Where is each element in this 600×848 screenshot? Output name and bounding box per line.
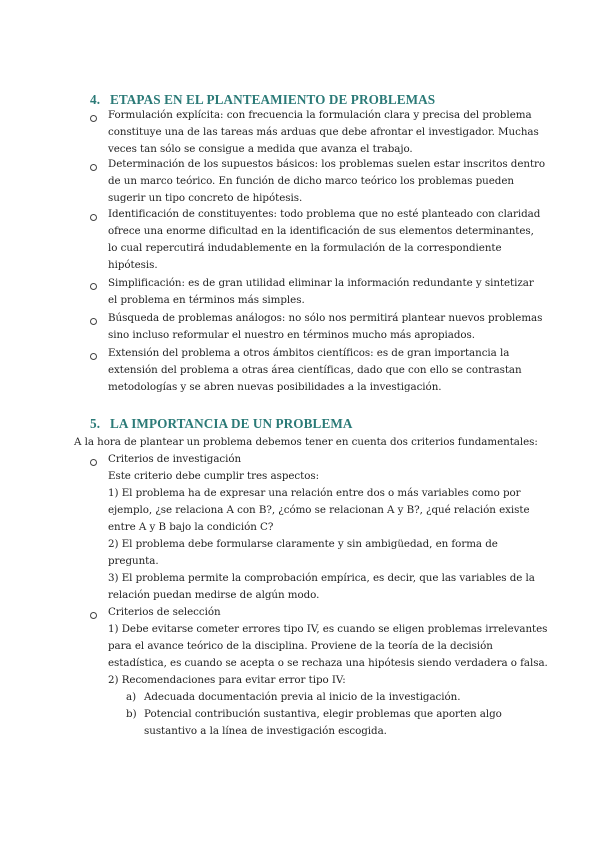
bullet-icon bbox=[90, 115, 97, 122]
list-marker: a) bbox=[126, 691, 137, 703]
text-line: el problema en términos más simples. bbox=[108, 294, 305, 306]
bullet-icon bbox=[90, 459, 97, 466]
text-line: para el avance teórico de la disciplina. Proviene de la teoría de la decisión bbox=[108, 640, 493, 652]
bullet-icon bbox=[90, 214, 97, 221]
text-line: Este criterio debe cumplir tres aspectos: bbox=[108, 470, 320, 482]
text-line: Determinación de los supuestos básicos: los problemas suelen estar inscritos dentro bbox=[108, 158, 546, 170]
text-line: 2) El problema debe formularse claramente y sin ambigüedad, en forma de bbox=[108, 538, 498, 550]
section-5-heading bbox=[90, 416, 353, 432]
text-line: Extensión del problema a otros ámbitos científicos: es de gran importancia la bbox=[108, 347, 510, 359]
text-line: de un marco teórico. En función de dicho marco teórico los problemas pueden bbox=[108, 175, 514, 187]
bullet-icon bbox=[90, 353, 97, 360]
text-line: pregunta. bbox=[108, 555, 159, 567]
text-line: ofrece una enorme dificultad en la identificación de sus elementos determinantes, bbox=[108, 225, 534, 237]
section-5-intro: A la hora de plantear un problema debemos tener en cuenta dos criterios fundamentales: bbox=[74, 436, 538, 448]
criteria-label: Criterios de selección bbox=[108, 606, 221, 618]
text-line: Simplificación: es de gran utilidad eliminar la información redundante y sintetizar bbox=[108, 277, 534, 289]
text-line: 1) El problema ha de expresar una relación entre dos o más variables como por bbox=[108, 487, 521, 499]
section-4-heading bbox=[90, 92, 435, 108]
bullet-icon bbox=[90, 283, 97, 290]
text-line: relación puedan medirse de algún modo. bbox=[108, 589, 320, 601]
text-line: Potencial contribución sustantiva, elegir problemas que aporten algo bbox=[144, 708, 502, 720]
bullet-icon bbox=[90, 318, 97, 325]
text-line: constituye una de las tareas más arduas que debe afrontar el investigador. Muchas bbox=[108, 126, 539, 138]
text-line: metodologías y se abren nuevas posibilidades a la investigación. bbox=[108, 381, 442, 393]
text-line: hipótesis. bbox=[108, 259, 158, 271]
text-line: Formulación explícita: con frecuencia la formulación clara y precisa del problema bbox=[108, 109, 532, 121]
text-line: estadística, es cuando se acepta o se rechaza una hipótesis siendo verdadera o falsa. bbox=[108, 657, 548, 669]
list-marker: b) bbox=[126, 708, 137, 720]
text-line: Identificación de constituyentes: todo problema que no esté planteado con claridad bbox=[108, 208, 541, 220]
text-line: lo cual repercutirá indudablemente en la formulación de la correspondiente bbox=[108, 242, 502, 254]
text-line: ejemplo, ¿se relaciona A con B?, ¿cómo se relacionan A y B?, ¿qué relación existe bbox=[108, 504, 530, 516]
text-line: Adecuada documentación previa al inicio de la investigación. bbox=[144, 691, 461, 703]
text-line: extensión del problema a otras área científicas, dado que con ello se contrastan bbox=[108, 364, 522, 376]
text-line: sustantivo a la línea de investigación escogida. bbox=[144, 725, 387, 737]
section-4-number: 4. bbox=[90, 92, 101, 107]
bullet-icon bbox=[90, 164, 97, 171]
text-line: sino incluso reformular el nuestro en términos mucho más apropiados. bbox=[108, 329, 476, 341]
section-5-title: LA IMPORTANCIA DE UN PROBLEMA bbox=[110, 416, 353, 431]
text-line: 2) Recomendaciones para evitar error tipo IV: bbox=[108, 674, 346, 686]
text-line: 1) Debe evitarse cometer errores tipo IV, es cuando se eligen problemas irrelevantes bbox=[108, 623, 548, 635]
text-line: entre A y B bajo la condición C? bbox=[108, 521, 274, 533]
text-line: Búsqueda de problemas análogos: no sólo nos permitirá plantear nuevos problemas bbox=[108, 312, 543, 324]
section-4-title: ETAPAS EN EL PLANTEAMIENTO DE PROBLEMAS bbox=[110, 92, 436, 107]
section-5-number: 5. bbox=[90, 416, 101, 431]
text-line: 3) El problema permite la comprobación empírica, es decir, que las variables de la bbox=[108, 572, 535, 584]
text-line: sugerir un tipo concreto de hipótesis. bbox=[108, 192, 303, 204]
text-line: veces tan sólo se consigue a medida que avanza el trabajo. bbox=[108, 143, 413, 155]
bullet-icon bbox=[90, 612, 97, 619]
criteria-label: Criterios de investigación bbox=[108, 453, 242, 465]
